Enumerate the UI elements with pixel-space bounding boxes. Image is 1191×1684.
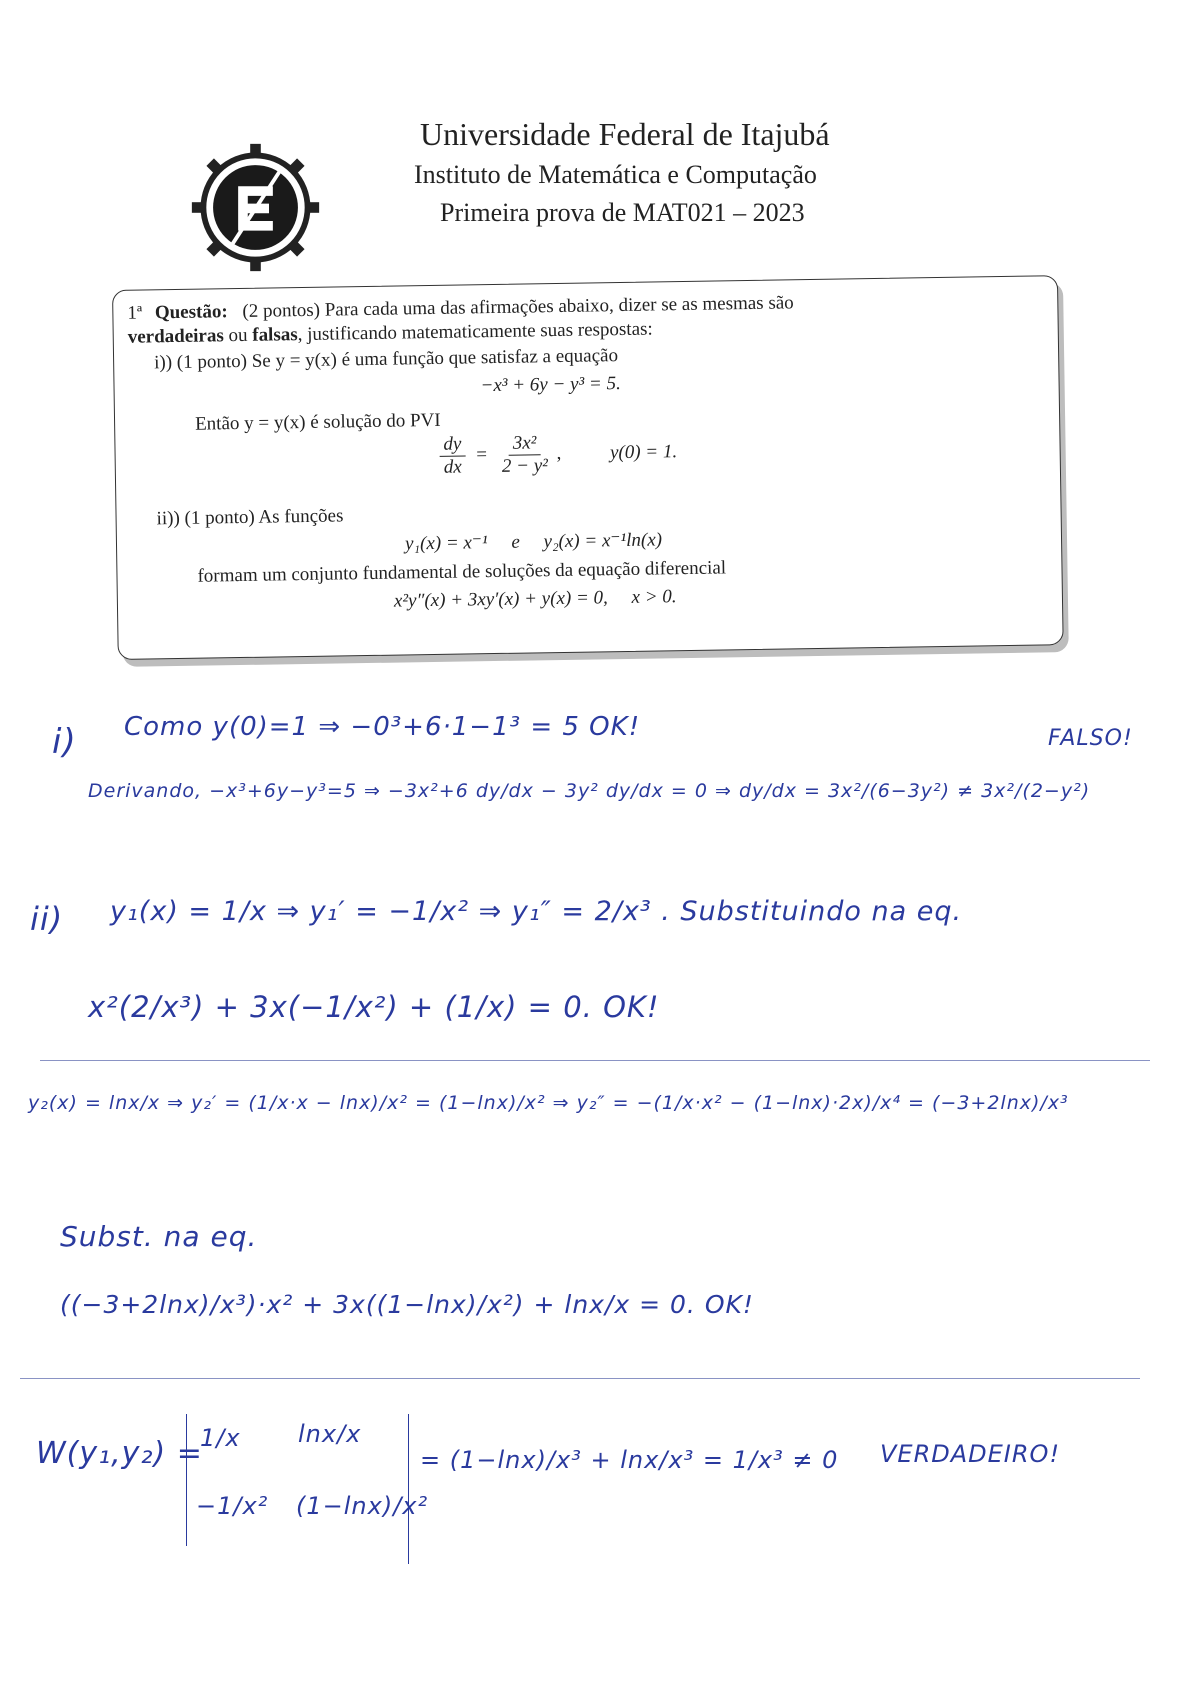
pvi-derivative <box>439 433 466 478</box>
item-i-then: Então y = y(x) é solução do PVI <box>194 409 441 435</box>
determinant-bar-left <box>186 1414 187 1546</box>
institute-name: Instituto de Matemática e Computação <box>414 160 817 189</box>
question-line-1 <box>127 292 794 324</box>
word-ou: ou <box>223 324 253 347</box>
answer-ii-substitute-y1: x²(2/x³) + 3x(−1/x²) + (1/x) = 0. OK! <box>88 990 660 1024</box>
wronskian-result: = (1−lnx)/x³ + lnx/x³ = 1/x³ ≠ 0 <box>420 1446 839 1474</box>
item-i-intro: i)) (1 ponto) Se y = y(x) é uma função que satisfaz a equação <box>153 345 619 374</box>
word-falsas: falsas <box>252 324 298 346</box>
item-ii-form: formam um conjunto fundamental de soluções da equação diferencial <box>197 557 727 587</box>
question-number: 1ª <box>127 302 143 324</box>
question-box <box>112 275 1064 660</box>
answer-i-derivation: Derivando, −x³+6y−y³=5 ⇒ −3x²+6 dy/dx − 3y² dy/dx = 0 ⇒ dy/dx = 3x²/(6−3y²) ≠ 3x²/(2−y²) <box>88 780 1091 802</box>
answer-ii-subst-label: Subst. na eq. <box>60 1220 258 1253</box>
determinant-bar-right <box>408 1414 409 1564</box>
question-points: (2 pontos) Para cada uma das afirmações abaixo, dizer se as mesmas são <box>242 292 794 322</box>
wronskian-label: W(y₁,y₂) = <box>36 1436 203 1471</box>
answer-ii-y1: y₁(x) = 1/x ⇒ y₁′ = −1/x² ⇒ y₁″ = 2/x³ . Substituindo na eq. <box>110 896 963 927</box>
pvi-lhs-num: dy <box>439 433 465 456</box>
university-name: Universidade Federal de Itajubá <box>420 116 830 152</box>
wronskian-a12: lnx/x <box>298 1420 362 1448</box>
wronskian-a21: −1/x² <box>196 1492 269 1520</box>
answer-ii-label: ii) <box>30 900 64 938</box>
item-ii-functions: y₁(x) = x⁻¹ e y₂(x) = x⁻¹ln(x) <box>404 529 663 555</box>
answer-i-check: Como y(0)=1 ⇒ −0³+6·1−1³ = 5 OK! <box>124 712 641 742</box>
separator-line <box>20 1378 1140 1379</box>
item-ii-equation: x²y″(x) + 3xy′(x) + y(x) = 0, x > 0. <box>393 586 677 612</box>
wronskian-a11: 1/x <box>200 1424 241 1452</box>
pvi-condition: y(0) = 1. <box>609 441 678 464</box>
pvi-lhs-den: dx <box>443 456 462 478</box>
university-logo <box>188 140 323 275</box>
answer-ii-substitute-y2: ((−3+2lnx)/x³)·x² + 3x((1−lnx)/x²) + lnx/x = 0. OK! <box>60 1290 754 1319</box>
answer-ii-y2: y₂(x) = lnx/x ⇒ y₂′ = (1/x·x − lnx)/x² = (1−lnx)/x² ⇒ y₂″ = −(1/x·x² − (1−lnx)·2x)/x⁴ = (−3+2lnx)/x³ <box>28 1092 1069 1114</box>
wronskian-verdict: VERDADEIRO! <box>880 1440 1061 1468</box>
exam-title: Primeira prova de MAT021 – 2023 <box>440 198 805 227</box>
question-title: Questão: <box>154 301 228 324</box>
answer-i-verdict: FALSO! <box>1048 726 1133 751</box>
item-ii-intro: ii)) (1 ponto) As funções <box>156 505 344 530</box>
separator-line <box>40 1060 1150 1061</box>
item-i-equation: −x³ + 6y − y³ = 5. <box>480 373 621 397</box>
wronskian-a22: (1−lnx)/x² <box>296 1492 429 1520</box>
question-line-2-rest: , justificando matematicamente suas respostas: <box>297 318 653 346</box>
pvi-rhs-num: 3x² <box>509 432 541 455</box>
pvi-rhs <box>497 432 552 478</box>
pvi-rhs-den: 2 − y² <box>501 455 549 477</box>
item-i-pvi: $\frac{dy}{dx}$ = $\frac{\text{3x²}}{\text{2 − y²}}$ , y(0) = 1. <box>439 430 677 479</box>
word-verdadeiras: verdadeiras <box>127 325 224 348</box>
answer-i-label: i) <box>52 722 77 762</box>
